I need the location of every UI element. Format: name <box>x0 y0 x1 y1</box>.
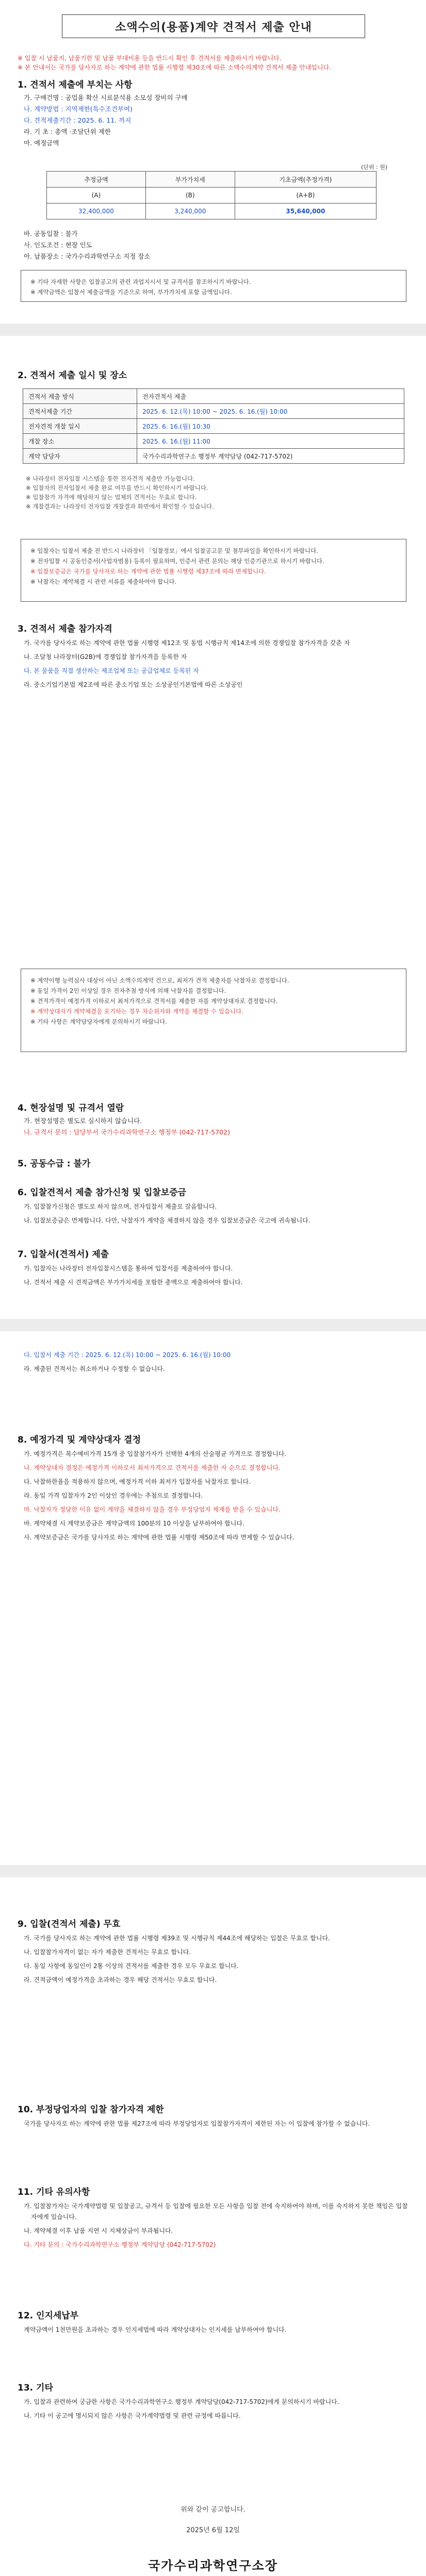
list-item: 나. 입찰보증금은 면제합니다. 다만, 낙찰자가 계약을 체결하지 않을 경우 입찰보증금은 국고에 귀속됩니다. <box>24 1217 310 1224</box>
notice-box-2 <box>21 539 406 602</box>
list-item: 가. 입찰참가자는 국가계약법령 및 입찰공고, 규격서 등 입찰에 필요한 모든 사항을 입찰 전에 숙지하여야 하며, 이를 숙지하지 못한 책임은 입찰자에게 있습니다. <box>24 2202 408 2221</box>
section-9-title: 9. 입찰(견적서 제출) 무효 <box>18 1919 121 1929</box>
s1-item: 마. 예정금액 <box>24 139 59 147</box>
list-item: 라. 제출된 견적서는 취소하거나 수정할 수 없습니다. <box>24 1365 165 1372</box>
s6-list <box>24 1201 411 1229</box>
list-item: 바. 계약체결 시 계약보증금은 계약금액의 100분의 10 이상을 납부하여야 합니다. <box>24 1520 244 1527</box>
notice-box-3 <box>21 969 406 1052</box>
list-item: 가. 입찰자는 나라장터 전자입찰시스템을 통하여 입찰서를 제출하여야 합니다. <box>24 1265 233 1272</box>
list-item: 사. 계약보증금은 국가를 당사자로 하는 계약에 관한 법률 시행령 제50조에 따라 면제할 수 있습니다. <box>24 1534 294 1541</box>
list-item: 라. 견적금액이 예정가격을 초과하는 경우 해당 견적서는 무효로 합니다. <box>24 1976 217 1984</box>
table-cell: 계약 담당자 <box>23 449 137 464</box>
s1-item: 나. 계약방법 : 지역제한(특수조건부여) <box>24 105 133 113</box>
s8-list <box>24 1449 411 1546</box>
list-item: 나. 계약상대자 결정은 예정가격 이하로서 최저가격으로 견적서를 제출한 자 순으로 결정합니다. <box>24 1464 281 1471</box>
table-cell: 35,640,000 <box>235 204 376 219</box>
s1-item: 사. 인도조건 : 현장 인도 <box>24 241 92 249</box>
section-6-title: 6. 입찰견적서 제출 참가신청 및 입찰보증금 <box>18 1188 187 1198</box>
table-cell: 견적서 제출 방식 <box>23 389 137 404</box>
document-date: 2025년 6월 12일 <box>186 2527 240 2534</box>
s2-notes <box>26 474 214 511</box>
s7-list-cont <box>24 1350 411 1378</box>
notice-line: ※ 낙찰자는 계약체결 시 관련 서류를 제출하여야 합니다. <box>30 578 177 585</box>
list-item: 나. 계약체결 이후 납품 지연 시 지체상금이 부과됩니다. <box>24 2227 173 2234</box>
list-item: 가. 입찰참가신청은 별도로 하지 않으며, 전자입찰서 제출로 갈음합니다. <box>24 1203 217 1210</box>
section-11-title: 11. 기타 유의사항 <box>18 2187 90 2197</box>
document-title-text: 소액수의(용품)계약 견적서 제출 안내 <box>115 21 312 34</box>
table-subheader: (A+B) <box>235 188 376 204</box>
table-header: 부가가치세 <box>145 172 235 188</box>
section-3-title: 3. 견적서 제출 참가자격 <box>18 624 112 634</box>
section-5-title: 5. 공동수급 : 불가 <box>18 1159 91 1169</box>
note-line: ※ 개찰결과는 나라장터 전자입찰 개찰결과 화면에서 확인할 수 있습니다. <box>26 503 214 510</box>
s3-list <box>24 638 411 693</box>
table-header: 기초금액(추정가격) <box>235 172 376 188</box>
table-subheader: (B) <box>145 188 235 204</box>
document-title <box>62 14 365 38</box>
note-line: ※ 입찰참가 자격에 해당하지 않는 업체의 견적서는 무효로 합니다. <box>26 494 197 501</box>
list-item: 나. 입찰참가자격이 없는 자가 제출한 견적서는 무효로 합니다. <box>24 1948 191 1956</box>
list-item: 라. 중소기업기본법 제2조에 따른 중소기업 또는 소상공인기본법에 따른 소상공인 <box>24 681 243 688</box>
table-header: 추정금액 <box>47 172 146 188</box>
notice-line: ※ 계약상대자가 계약체결을 포기하는 경우 차순위자와 계약을 체결할 수 있습니다. <box>30 1008 243 1015</box>
notice-line: ※ 기타 사항은 계약담당자에게 문의하시기 바랍니다. <box>30 1018 167 1025</box>
header-note: ※ 본 안내서는 국가를 당사자로 하는 계약에 관한 법률 시행령 제30조에 따른 소액수의계약 견적서 제출 안내입니다. <box>18 64 331 71</box>
list-item: 나. 조달청 나라장터(G2B)에 경쟁입찰 참가자격을 등록한 자 <box>24 653 187 660</box>
table-cell: 2025. 6. 16.(월) 11:00 <box>137 434 404 449</box>
schedule-table <box>23 388 404 464</box>
s10-text <box>24 2119 405 2132</box>
closing-line: 위와 같이 공고합니다. <box>181 2506 245 2514</box>
table-subheader: (A) <box>47 188 146 204</box>
list-item: 가. 예정가격은 복수예비가격 15개 중 입찰참가자가 선택한 4개의 산술평균 가격으로 결정합니다. <box>24 1450 287 1458</box>
list-item: 다. 낙찰하한율을 적용하지 않으며, 예정가격 이하 최저가 입찰자를 낙찰자로 합니다. <box>24 1478 251 1485</box>
page-divider <box>0 1319 426 1331</box>
notice-line: ※ 전자입찰 시 공동인증서(사업자범용) 등록이 필요하며, 인증서 관련 문의는 해당 인증기관으로 하시기 바랍니다. <box>30 557 324 565</box>
section-7-title: 7. 입찰서(견적서) 제출 <box>18 1249 109 1260</box>
signer-name: 국가수리과학연구소장 <box>148 2558 278 2573</box>
header-notes <box>18 54 409 72</box>
s9-list <box>24 1933 411 1989</box>
table-cell: 전자견적 개찰 일시 <box>23 419 137 434</box>
section-2-title: 2. 견적서 제출 일시 및 장소 <box>18 370 127 381</box>
list-item: 가. 입찰과 관련하여 궁금한 사항은 국가수리과학연구소 행정부 계약담당(042-717-5702)에게 문의하시기 바랍니다. <box>24 2398 339 2405</box>
list-item: 라. 동일 가격 입찰자가 2인 이상인 경우에는 추첨으로 결정합니다. <box>24 1492 203 1499</box>
section-4-title: 4. 현장설명 및 규격서 열람 <box>18 1103 124 1113</box>
s1-item: 라. 기 초 : 총액 ·조달단위 제한 <box>24 128 111 135</box>
table-cell: 전자견적서 제출 <box>137 389 404 404</box>
page-divider <box>0 1865 426 1877</box>
notice-line: ※ 계약금액은 입찰서 제출금액을 기준으로 하며, 부가가치세 포함 금액입니다. <box>30 289 232 296</box>
notice-line: ※ 입찰보증금은 국가를 당사자로 하는 계약에 관한 법률 시행령 제37조에 따라 면제합니다. <box>30 568 266 575</box>
section-13-title: 13. 기타 <box>18 2383 53 2393</box>
s1-item: 가. 구매건명 : 공업용 확산 시료분석용 소모성 장비의 구매 <box>24 94 188 101</box>
section-1-title: 1. 견적서 제출에 부치는 사항 <box>18 80 133 90</box>
table-cell: 2025. 6. 12.(목) 10:00 ~ 2025. 6. 16.(월) 10:00 <box>137 404 404 419</box>
notice-line: ※ 기타 자세한 사항은 입찰공고의 관련 과업지시서 및 규격서를 참조하시기 바랍니다. <box>30 278 251 285</box>
list-item: 가. 국가를 당사자로 하는 계약에 관한 법률 시행령 제39조 및 시행규칙 제44조에 해당하는 입찰은 무효로 합니다. <box>24 1935 330 1942</box>
table-cell: 국가수리과학연구소 행정부 계약담당 (042-717-5702) <box>137 449 404 464</box>
estimate-table <box>46 171 376 219</box>
notice-line: ※ 계약이행 능력심사 대상이 아닌 소액수의계약 건으로, 최저가 견적 제출자를 낙찰자로 결정합니다. <box>30 977 289 984</box>
s1-item: 아. 납품장소 : 국가수리과학연구소 지정 장소 <box>24 252 151 260</box>
s1-item: 다. 견적제출기간 : 2025. 6. 11. 까지 <box>24 116 132 124</box>
list-item: 가. 국가를 당사자로 하는 계약에 관한 법률 시행령 제12조 및 동법 시행규칙 제14조에 의한 경쟁입찰 참가자격을 갖춘 자 <box>24 639 350 647</box>
section-12-title: 12. 인지세납부 <box>18 2311 79 2321</box>
list-item: 다. 본 물품을 직접 생산하는 제조업체 또는 공급업체로 등록된 자 <box>24 667 199 674</box>
table-cell: 견적서제출 기간 <box>23 404 137 419</box>
list-item: 다. 기타 문의 : 국가수리과학연구소 행정부 계약담당 (042-717-5702) <box>24 2241 216 2248</box>
notice-line: ※ 입찰자는 입찰서 제출 전 반드시 나라장터 「입찰정보」에서 입찰공고문 및 첨부파일을 확인하시기 바랍니다. <box>30 547 318 554</box>
notice-line: ※ 견적가격이 예정가격 이하로서 최저가격으로 견적서를 제출한 자를 계약상대자로 결정합니다. <box>30 997 278 1005</box>
s12-text <box>24 2325 405 2338</box>
list-item: 다. 입찰서 제출 기간 : 2025. 6. 12.(목) 10:00 ~ 2025. 6. 16.(월) 10:00 <box>24 1351 231 1359</box>
s4-item: 가. 현장설명은 별도로 실시하지 않습니다. <box>24 1117 142 1125</box>
table-cell: 3,240,000 <box>145 204 235 219</box>
paragraph: 계약금액이 1천만원을 초과하는 경우 인지세법에 따라 계약상대자는 인지세를 납부하여야 합니다. <box>24 2326 287 2333</box>
page-divider <box>0 324 426 336</box>
list-item: 다. 동일 사항에 동일인이 2통 이상의 견적서를 제출한 경우 모두 무효로 합니다. <box>24 1962 239 1970</box>
notice-box-1 <box>21 270 406 302</box>
list-item: 마. 낙찰자가 정당한 이유 없이 계약을 체결하지 않을 경우 부정당업자 제재를 받을 수 있습니다. <box>24 1506 281 1513</box>
s7-list <box>24 1263 411 1291</box>
section-10-title: 10. 부정당업자의 입찰 참가자격 제한 <box>18 2105 164 2115</box>
paragraph: 국가를 당사자로 하는 계약에 관한 법률 제27조에 따라 부정당업자로 입찰참가자격이 제한된 자는 이 입찰에 참가할 수 없습니다. <box>24 2120 370 2127</box>
header-note: ※ 입찰 시 납품지, 납품기한 및 납품 부대비용 등을 반드시 확인 후 견적서를 제출하시기 바랍니다. <box>18 55 282 62</box>
notice-line: ※ 동일 가격이 2인 이상일 경우 전자추첨 방식에 의해 낙찰자를 결정합니다. <box>30 987 226 994</box>
s1-item: 바. 공동입찰 : 불가 <box>24 230 78 238</box>
table-cell: 개찰 장소 <box>23 434 137 449</box>
note-line: ※ 나라장터 전자입찰 시스템을 통한 전자견적 제출만 가능합니다. <box>26 475 195 482</box>
table-cell: 32,400,000 <box>47 204 146 219</box>
s13-list <box>24 2397 411 2425</box>
unit-label: (단위 : 원) <box>361 164 388 171</box>
list-item: 나. 기타 이 공고에 명시되지 않은 사항은 국가계약법령 및 관련 규정에 따릅니다. <box>24 2412 241 2419</box>
note-line: ※ 입찰자의 전자입찰서 제출 완료 여부를 반드시 확인하시기 바랍니다. <box>26 484 208 492</box>
s11-list <box>24 2201 411 2253</box>
table-cell: 2025. 6. 16.(월) 10:30 <box>137 419 404 434</box>
list-item: 나. 견적서 제출 시 견적금액은 부가가치세를 포함한 총액으로 제출하여야 합니다. <box>24 1279 243 1286</box>
section-8-title: 8. 예정가격 및 계약상대자 결정 <box>18 1435 141 1445</box>
s4-item: 나. 규격서 문의 : 담당부서 국가수리과학연구소 행정부 (042-717-5702) <box>24 1128 230 1136</box>
